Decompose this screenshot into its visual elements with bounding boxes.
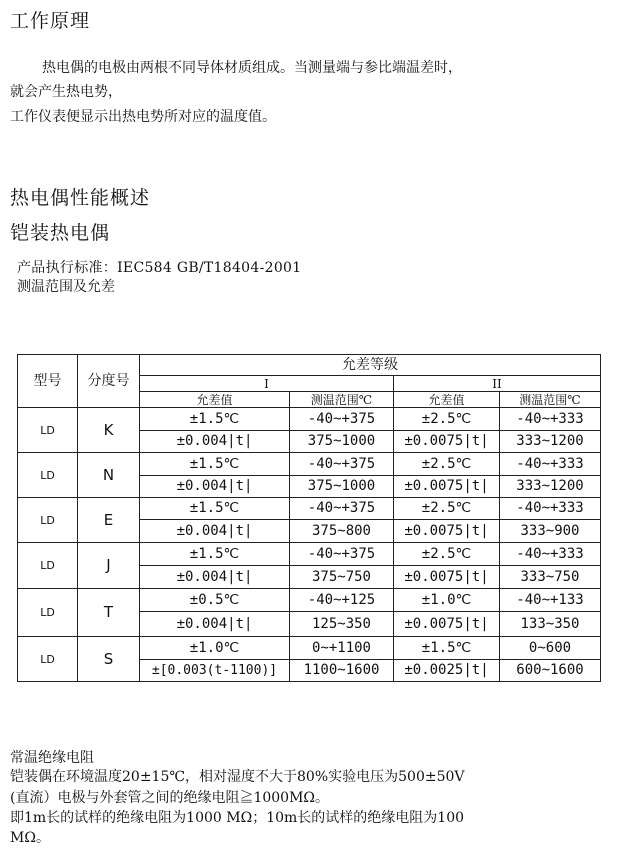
range-1: -40~+375 xyxy=(290,408,394,431)
range-2: 333~1200 xyxy=(500,431,601,453)
insulation-line-4: MΩ。 xyxy=(10,830,50,846)
row-model: LD xyxy=(18,408,78,453)
range-2: 0~600 xyxy=(500,637,601,660)
tolerance-1: ±0.004|t| xyxy=(140,476,290,498)
range-2: 333~750 xyxy=(500,566,601,589)
row-grade: S xyxy=(78,637,140,682)
row-grade: E xyxy=(78,498,140,543)
row-model: LD xyxy=(18,637,78,682)
header-tolerance-class: 允差等级 xyxy=(140,355,601,376)
tolerance-1: ±[0.003(t-1100)] xyxy=(140,660,290,682)
tolerance-2: ±1.5℃ xyxy=(394,637,500,660)
principle-line-3: 工作仪表便显示出热电势所对应的温度值。 xyxy=(10,109,276,125)
section-subtitle-armored: 铠装热电偶 xyxy=(10,222,111,244)
range-2: 333~900 xyxy=(500,520,601,543)
tolerance-1: ±0.004|t| xyxy=(140,431,290,453)
tolerance-table xyxy=(17,354,601,682)
range-2: -40~+333 xyxy=(500,543,601,566)
tolerance-2: ±0.0075|t| xyxy=(394,612,500,637)
range-1: 125~350 xyxy=(290,612,394,637)
tolerance-1: ±1.5℃ xyxy=(140,543,290,566)
row-grade: N xyxy=(78,453,140,498)
header-class-2: II xyxy=(394,376,601,392)
row-model: LD xyxy=(18,453,78,498)
section-title-working-principle: 工作原理 xyxy=(10,10,91,32)
insulation-line-3: 即1m长的试样的绝缘电阻为1000 MΩ；10m长的试样的绝缘电阻为100 xyxy=(10,810,465,826)
range-1: -40~+375 xyxy=(290,543,394,566)
tolerance-1: ±1.0℃ xyxy=(140,637,290,660)
tolerance-2: ±0.0075|t| xyxy=(394,431,500,453)
principle-line-2: 就会产生热电势， xyxy=(10,84,122,100)
tolerance-1: ±0.004|t| xyxy=(140,520,290,543)
tolerance-2: ±0.0075|t| xyxy=(394,566,500,589)
header-model: 型号 xyxy=(18,355,78,408)
insulation-line-2: (直流）电极与外套管之间的绝缘电阻≧1000MΩ。 xyxy=(10,790,330,806)
tolerance-1: ±0.004|t| xyxy=(140,612,290,637)
tolerance-2: ±0.0025|t| xyxy=(394,660,500,682)
range-2: 600~1600 xyxy=(500,660,601,682)
range-2: 333~1200 xyxy=(500,476,601,498)
header-class-1: I xyxy=(140,376,394,392)
subheader-tolerance-2: 允差值 xyxy=(394,392,500,408)
tolerance-2: ±2.5℃ xyxy=(394,408,500,431)
row-grade: K xyxy=(78,408,140,453)
tolerance-2: ±2.5℃ xyxy=(394,453,500,476)
range-1: 375~750 xyxy=(290,566,394,589)
range-2: -40~+133 xyxy=(500,589,601,612)
tolerance-1: ±0.004|t| xyxy=(140,566,290,589)
tolerance-1: ±1.5℃ xyxy=(140,498,290,520)
tolerance-1: ±1.5℃ xyxy=(140,453,290,476)
range-1: 375~800 xyxy=(290,520,394,543)
range-1: 0~+1100 xyxy=(290,637,394,660)
subheader-tolerance-1: 允差值 xyxy=(140,392,290,408)
range-1: -40~+375 xyxy=(290,498,394,520)
range-2: -40~+333 xyxy=(500,453,601,476)
range-1: 375~1000 xyxy=(290,431,394,453)
range-label: 测温范围及允差 xyxy=(17,279,115,295)
tolerance-1: ±0.5℃ xyxy=(140,589,290,612)
tolerance-2: ±2.5℃ xyxy=(394,543,500,566)
tolerance-1: ±1.5℃ xyxy=(140,408,290,431)
section-title-insulation: 常温绝缘电阻 xyxy=(10,750,94,766)
header-grade: 分度号 xyxy=(78,355,140,408)
range-2: -40~+333 xyxy=(500,498,601,520)
subheader-range-2: 测温范围℃ xyxy=(500,392,601,408)
tolerance-2: ±0.0075|t| xyxy=(394,520,500,543)
range-1: -40~+375 xyxy=(290,453,394,476)
section-title-performance: 热电偶性能概述 xyxy=(10,187,151,209)
subheader-range-1: 测温范围℃ xyxy=(290,392,394,408)
row-model: LD xyxy=(18,498,78,543)
range-1: 375~1000 xyxy=(290,476,394,498)
tolerance-2: ±0.0075|t| xyxy=(394,476,500,498)
principle-line-1: 热电偶的电极由两根不同导体材质组成。当测量端与参比端温差时， xyxy=(42,60,462,76)
range-2: -40~+333 xyxy=(500,408,601,431)
tolerance-2: ±2.5℃ xyxy=(394,498,500,520)
range-2: 133~350 xyxy=(500,612,601,637)
insulation-line-1: 铠装偶在环境温度20±15℃，相对湿度不大于80%实验电压为500±50V xyxy=(10,769,465,785)
tolerance-2: ±1.0℃ xyxy=(394,589,500,612)
product-standard: 产品执行标准：IEC584 GB/T18404-2001 xyxy=(17,260,302,276)
row-model: LD xyxy=(18,589,78,637)
range-1: 1100~1600 xyxy=(290,660,394,682)
row-grade: T xyxy=(78,589,140,637)
row-model: LD xyxy=(18,543,78,589)
range-1: -40~+125 xyxy=(290,589,394,612)
row-grade: J xyxy=(78,543,140,589)
